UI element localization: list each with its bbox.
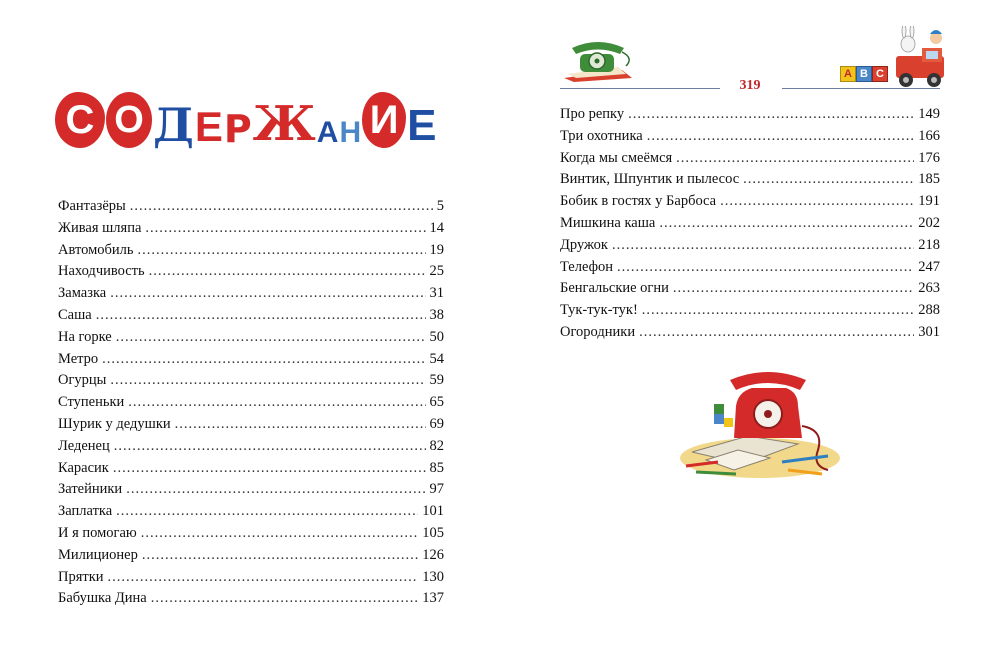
toc-entry[interactable] [560, 191, 940, 213]
toc-entry-page: 105 [422, 524, 444, 541]
toc-entry-title: Фантазёры [58, 198, 126, 214]
abc-blocks [840, 66, 888, 82]
toc-entry[interactable] [58, 305, 444, 327]
block-b: B [856, 66, 872, 82]
toc-entry-page: 54 [429, 350, 444, 367]
toc-entry-page: 176 [918, 149, 940, 166]
toy-truck-illustration-icon [892, 26, 950, 90]
toc-entry-page: 126 [422, 546, 444, 563]
toc-entry-page: 218 [918, 236, 940, 253]
block-a: A [840, 66, 856, 82]
dot-leader [138, 240, 426, 262]
toc-entry[interactable] [58, 567, 444, 589]
toc-entry[interactable] [58, 588, 444, 610]
toc-entry[interactable] [560, 104, 940, 126]
dot-leader [141, 523, 418, 545]
toc-entry[interactable] [560, 169, 940, 191]
toc-entry-page: 85 [429, 459, 444, 476]
toc-entry-title: Мишкина каша [560, 214, 656, 231]
contents-list-left [58, 196, 444, 610]
toc-entry-page: 5 [436, 198, 444, 214]
toc-entry-title: Замазка [58, 285, 107, 302]
toc-entry[interactable] [58, 436, 444, 458]
toc-entry-page: 19 [429, 241, 444, 258]
toc-entry-title: Огородники [560, 323, 636, 340]
dot-leader [612, 235, 914, 257]
toc-entry-page: 31 [429, 285, 444, 302]
dot-leader [151, 588, 419, 610]
toc-entry-page: 97 [429, 481, 444, 498]
toc-entry-page: 202 [918, 214, 940, 231]
toc-entry-title: Ступеньки [58, 394, 125, 411]
toc-entry-page: 69 [429, 415, 444, 432]
toc-entry[interactable] [58, 458, 444, 480]
toc-entry-page: 166 [918, 127, 940, 144]
dot-leader [116, 327, 426, 349]
title-letter-8: Н [339, 116, 362, 149]
toc-entry-title: Телефон [560, 258, 613, 275]
dot-leader [130, 196, 433, 218]
toc-entry[interactable] [560, 126, 940, 148]
dot-leader [113, 458, 426, 480]
dot-leader [175, 414, 426, 436]
title-letter-3: Д [153, 98, 194, 152]
toc-entry[interactable] [58, 240, 444, 262]
header-rule-left [560, 88, 720, 89]
toc-entry[interactable] [58, 327, 444, 349]
toc-entry-page: 288 [918, 302, 940, 319]
toc-entry[interactable] [58, 349, 444, 371]
toc-entry-title: Автомобиль [58, 241, 134, 258]
toc-entry-title: Карасик [58, 459, 109, 476]
dot-leader [110, 370, 425, 392]
toc-entry[interactable] [58, 283, 444, 305]
toc-entry[interactable] [560, 278, 940, 300]
toc-entry-title: Винтик, Шпунтик и пылесос [560, 171, 740, 188]
dot-leader [673, 278, 914, 300]
toc-entry-title: Три охотника [560, 127, 643, 144]
toc-entry-page: 14 [429, 219, 444, 236]
toc-entry-title: Живая шляпа [58, 219, 142, 236]
toc-entry-page: 59 [429, 372, 444, 389]
dot-leader [628, 104, 914, 126]
toc-entry-page: 82 [429, 437, 444, 454]
toc-entry[interactable] [560, 300, 940, 322]
toc-entry-page: 101 [422, 503, 444, 520]
title-letter-4: Е [194, 103, 223, 150]
dot-leader [96, 305, 426, 327]
toc-entry-title: Огурцы [58, 372, 107, 389]
dot-leader [108, 567, 419, 589]
toc-entry[interactable] [58, 392, 444, 414]
toc-entry[interactable] [58, 523, 444, 545]
dot-leader [116, 501, 418, 523]
dot-leader [145, 218, 425, 240]
title-letter-2: О [106, 92, 152, 148]
title-letter-10: Е [407, 101, 437, 150]
title-letter-9: И [362, 92, 406, 148]
dot-leader [149, 261, 426, 283]
toc-entry[interactable] [58, 545, 444, 567]
toc-entry-title: Затейники [58, 481, 123, 498]
dot-leader [114, 436, 426, 458]
toc-entry-page: 130 [422, 568, 444, 585]
toc-entry-page: 301 [918, 323, 940, 340]
dot-leader [102, 349, 425, 371]
toc-entry[interactable] [58, 414, 444, 436]
toc-entry-page: 65 [429, 394, 444, 411]
toc-entry-page: 38 [429, 306, 444, 323]
title-letter-6: Ж [252, 96, 316, 152]
toc-entry[interactable] [560, 322, 940, 344]
title-letter-7: А [316, 116, 339, 149]
dot-leader [110, 283, 425, 305]
toc-entry-title: На горке [58, 328, 112, 345]
toc-entry-page: 50 [429, 328, 444, 345]
toc-entry-title: Прятки [58, 568, 104, 585]
telephone-illustration-icon [562, 34, 638, 82]
toc-entry-title: Милиционер [58, 546, 138, 563]
page-number: 319 [739, 78, 761, 93]
dot-leader [639, 322, 914, 344]
block-c: C [872, 66, 888, 82]
toc-entry[interactable] [560, 148, 940, 170]
telephone-pile-illustration-icon [678, 366, 842, 482]
toc-entry-page: 137 [422, 590, 444, 607]
toc-entry-page: 263 [918, 280, 940, 297]
toc-entry-page: 149 [918, 106, 940, 122]
toc-entry-title: И я помогаю [58, 524, 137, 541]
dot-leader [720, 191, 914, 213]
dot-leader [647, 126, 915, 148]
dot-leader [659, 213, 914, 235]
toc-entry-title: Когда мы смеёмся [560, 149, 673, 166]
dot-leader [128, 392, 425, 414]
toc-entry-title: Бенгальские огни [560, 280, 669, 297]
right-page [500, 0, 1000, 660]
toc-entry[interactable] [560, 257, 940, 279]
toc-entry-title: Леденец [58, 437, 110, 454]
toc-entry[interactable] [58, 196, 444, 218]
title-letter-5: Р [223, 107, 252, 151]
title-letter-1: С [55, 92, 105, 148]
contents-list-right [560, 104, 940, 344]
toc-entry-title: Метро [58, 350, 99, 367]
toc-entry-page: 191 [918, 193, 940, 210]
toc-entry[interactable] [58, 370, 444, 392]
dot-leader [743, 169, 914, 191]
toc-entry[interactable] [560, 235, 940, 257]
toc-entry[interactable] [58, 261, 444, 283]
toc-entry-title: Бабушка Дина [58, 590, 147, 607]
toc-entry[interactable] [58, 501, 444, 523]
toc-entry-title: Бобик в гостях у Барбоса [560, 193, 717, 210]
toc-entry-title: Находчивость [58, 263, 145, 280]
toc-entry-page: 25 [429, 263, 444, 280]
toc-entry[interactable] [560, 213, 940, 235]
toc-entry-title: Шурик у дедушки [58, 415, 171, 432]
toc-entry-page: 185 [918, 171, 940, 188]
dot-leader [126, 479, 425, 501]
dot-leader [617, 257, 914, 279]
toc-entry-title: Тук-тук-тук! [560, 302, 638, 319]
toc-entry[interactable] [58, 218, 444, 240]
toc-entry[interactable] [58, 479, 444, 501]
dot-leader [142, 545, 418, 567]
dot-leader [642, 300, 914, 322]
toc-entry-title: Заплатка [58, 503, 113, 520]
toc-entry-title: Про репку [560, 106, 625, 122]
toc-entry-title: Саша [58, 306, 92, 323]
dot-leader [676, 148, 914, 170]
toc-entry-page: 247 [918, 258, 940, 275]
toc-entry-title: Дружок [560, 236, 608, 253]
contents-title [55, 78, 437, 152]
